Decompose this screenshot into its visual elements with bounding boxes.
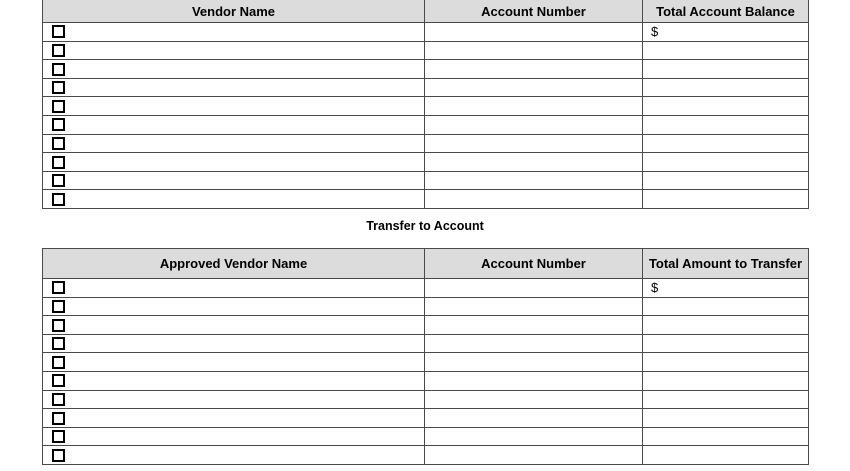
table-row [43,134,809,153]
amount-cell[interactable] [643,427,809,446]
table-row [43,97,809,116]
select-checkbox[interactable] [52,412,65,425]
table-row [43,190,809,209]
account-number-cell[interactable] [425,353,643,372]
transfer-table-body [43,279,809,465]
vendor-name-cell[interactable] [43,279,425,298]
account-number-cell[interactable] [425,446,643,465]
vendor-name-cell[interactable] [43,297,425,316]
approved-vendor-name-header: Approved Vendor Name [43,249,425,279]
transfer-to-account-heading: Transfer to Account [366,219,484,233]
vendor-name-cell[interactable] [43,41,425,60]
vendor-table-body [43,23,809,209]
table-row [43,41,809,60]
amount-cell[interactable] [643,409,809,428]
select-checkbox[interactable] [52,430,65,443]
table-row [43,171,809,190]
select-checkbox[interactable] [52,449,65,462]
vendor-name-cell[interactable] [43,23,425,42]
amount-cell[interactable] [643,334,809,353]
table-row [43,23,809,42]
select-checkbox[interactable] [52,81,65,94]
vendor-name-cell[interactable] [43,115,425,134]
account-number-cell[interactable] [425,115,643,134]
amount-cell[interactable] [643,190,809,209]
table-row [43,446,809,465]
currency-symbol: $ [651,24,659,40]
vendor-name-header: Vendor Name [43,0,425,23]
amount-cell[interactable] [643,97,809,116]
vendor-name-cell[interactable] [43,134,425,153]
vendor-name-cell[interactable] [43,97,425,116]
account-number-cell[interactable] [425,97,643,116]
amount-cell[interactable] [643,60,809,79]
amount-cell[interactable] [643,446,809,465]
amount-cell[interactable] [643,390,809,409]
amount-cell[interactable] [643,316,809,335]
vendor-name-cell[interactable] [43,60,425,79]
amount-cell[interactable] [643,297,809,316]
table-row [43,409,809,428]
select-checkbox[interactable] [52,337,65,350]
account-number-cell[interactable] [425,316,643,335]
select-checkbox[interactable] [52,174,65,187]
select-checkbox[interactable] [52,356,65,369]
vendor-balance-table [42,0,809,209]
account-number-cell[interactable] [425,409,643,428]
vendor-name-cell[interactable] [43,409,425,428]
select-checkbox[interactable] [52,63,65,76]
vendor-table-header [43,0,809,23]
table-row [43,371,809,390]
vendor-name-cell[interactable] [43,427,425,446]
account-number-cell[interactable] [425,153,643,172]
table-row [43,78,809,97]
amount-cell[interactable] [643,41,809,60]
select-checkbox[interactable] [52,300,65,313]
select-checkbox[interactable] [52,374,65,387]
vendor-name-cell[interactable] [43,190,425,209]
table-row [43,297,809,316]
select-checkbox[interactable] [52,393,65,406]
amount-cell[interactable] [643,371,809,390]
table-row [43,316,809,335]
select-checkbox[interactable] [52,193,65,206]
table-row [43,60,809,79]
vendor-name-cell[interactable] [43,171,425,190]
total-account-balance-header: Total Account Balance [643,0,809,23]
select-checkbox[interactable] [52,118,65,131]
amount-cell[interactable] [643,134,809,153]
table-row [43,427,809,446]
select-checkbox[interactable] [52,319,65,332]
table-row [43,390,809,409]
table-row [43,279,809,298]
account-number-cell[interactable] [425,171,643,190]
account-number-header: Account Number [425,0,643,23]
select-checkbox[interactable] [52,137,65,150]
account-number-cell[interactable] [425,297,643,316]
account-number-cell[interactable] [425,134,643,153]
vendor-name-cell[interactable] [43,334,425,353]
amount-cell[interactable] [643,153,809,172]
vendor-name-cell[interactable] [43,446,425,465]
select-checkbox[interactable] [52,44,65,57]
table-row [43,334,809,353]
select-checkbox[interactable] [52,25,65,38]
table-row [43,153,809,172]
account-number-cell[interactable] [425,334,643,353]
account-number-cell[interactable] [425,41,643,60]
account-number-cell[interactable] [425,190,643,209]
table-row [43,353,809,372]
select-checkbox[interactable] [52,281,65,294]
account-number-cell[interactable] [425,60,643,79]
amount-cell[interactable] [643,115,809,134]
vendor-name-cell[interactable] [43,353,425,372]
vendor-name-cell[interactable] [43,153,425,172]
vendor-name-cell[interactable] [43,371,425,390]
vendor-name-cell[interactable] [43,316,425,335]
select-checkbox[interactable] [52,100,65,113]
account-number-cell[interactable] [425,427,643,446]
currency-symbol: $ [651,280,659,296]
table-row [43,115,809,134]
account-number-cell[interactable] [425,390,643,409]
account-number-cell[interactable] [425,371,643,390]
vendor-name-cell[interactable] [43,390,425,409]
vendor-name-cell[interactable] [43,78,425,97]
total-amount-to-transfer-header: Total Amount to Transfer [643,249,809,279]
transfer-table-header [43,249,809,279]
amount-cell[interactable] [643,23,809,42]
transfer-table [42,248,809,465]
amount-cell[interactable] [643,353,809,372]
account-number-cell[interactable] [425,279,643,298]
account-number-header: Account Number [425,249,643,279]
account-number-cell[interactable] [425,23,643,42]
select-checkbox[interactable] [52,156,65,169]
account-number-cell[interactable] [425,78,643,97]
amount-cell[interactable] [643,78,809,97]
amount-cell[interactable] [643,279,809,298]
amount-cell[interactable] [643,171,809,190]
